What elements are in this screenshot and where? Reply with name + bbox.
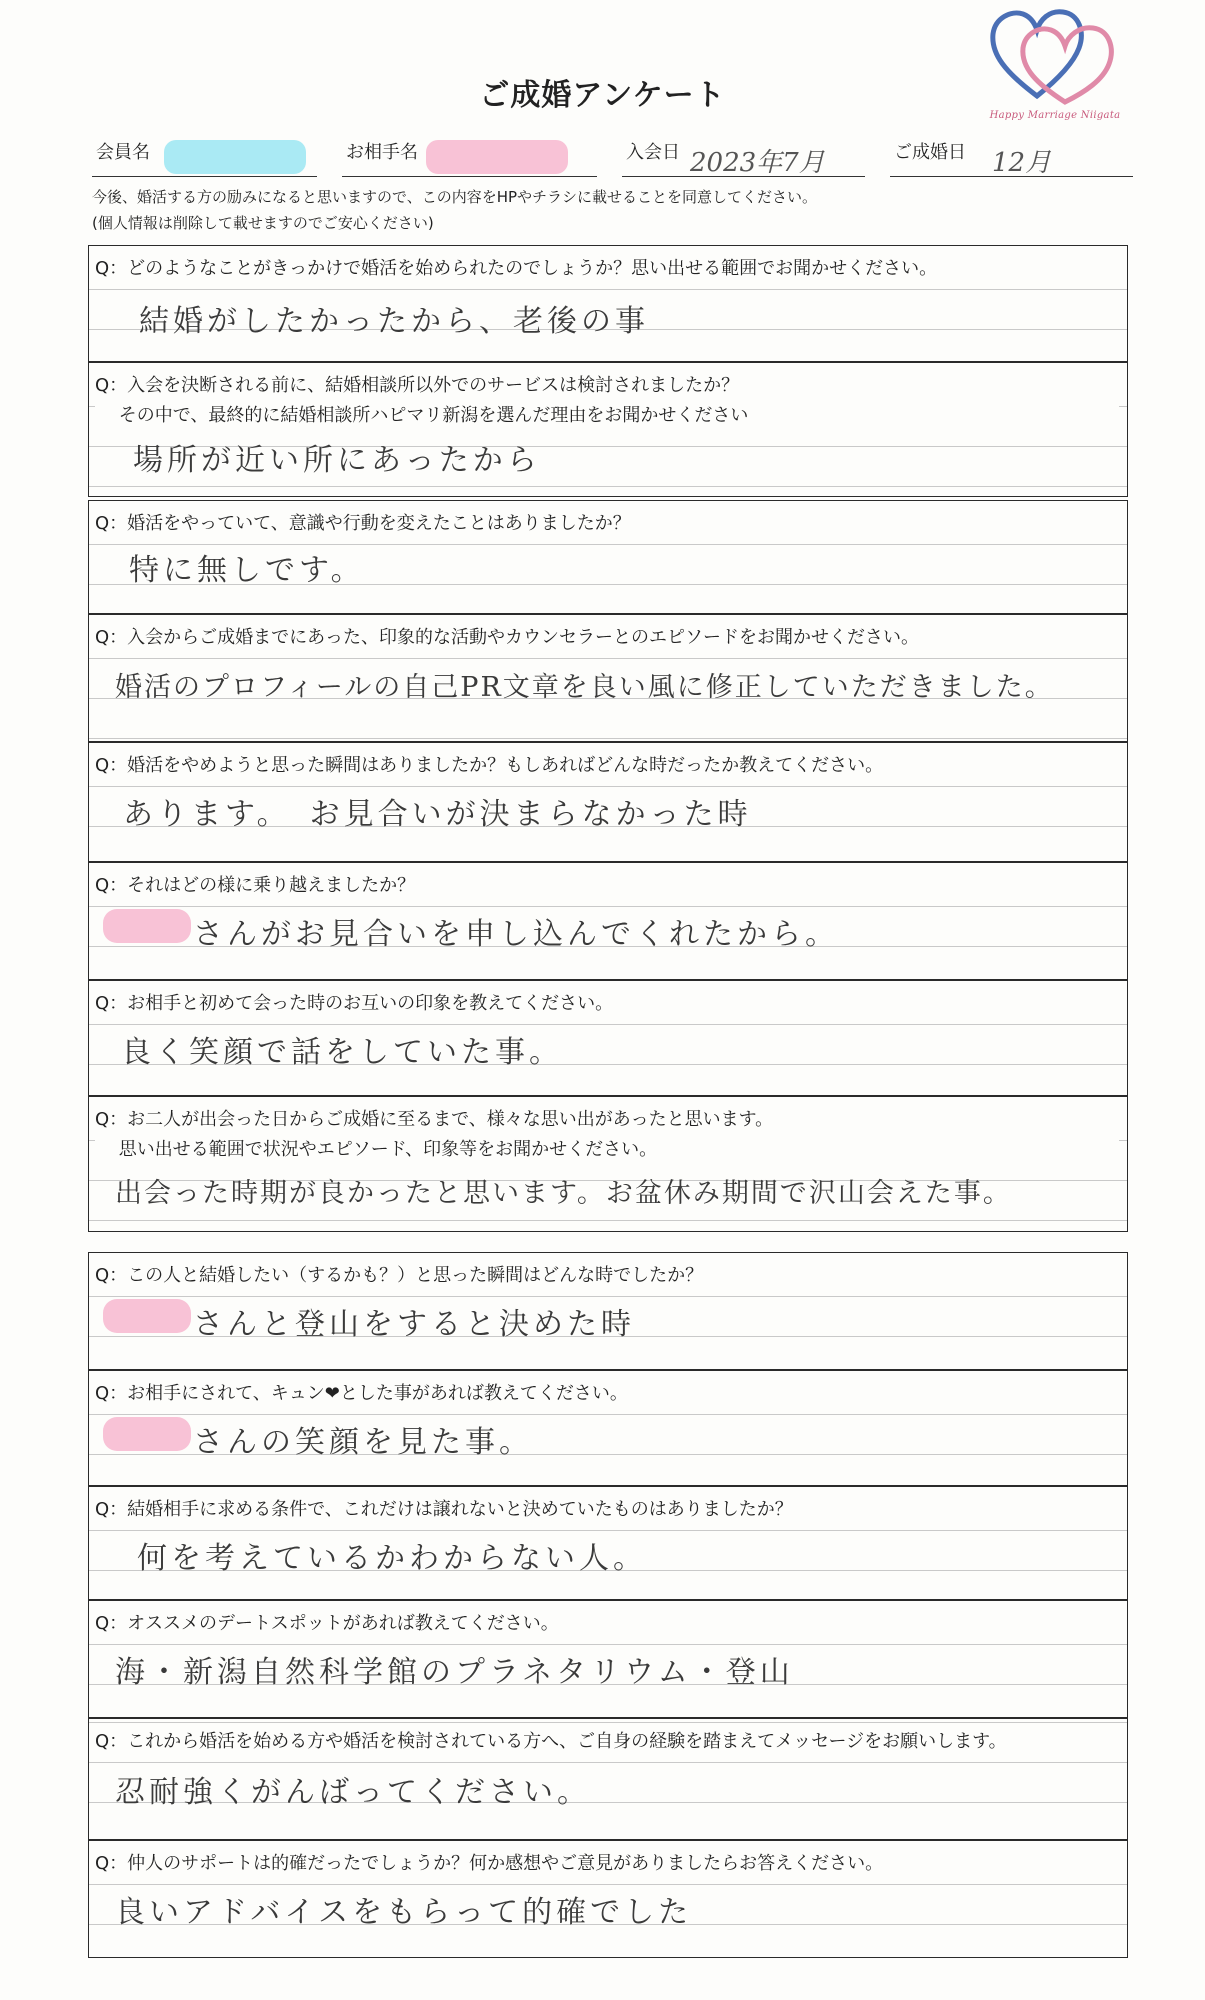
- answer-text: 特に無しです。: [129, 553, 365, 588]
- marriage-date-field: [890, 132, 1133, 177]
- question-text: Q：どのようなことがきっかけで婚活を始められたのでしょうか？思い出せる範囲でお聞かせください。: [95, 254, 1119, 284]
- member-name-field: [92, 132, 317, 177]
- member-name-label: 会員名: [96, 142, 150, 163]
- question-text: Q：これから婚活を始める方や婚活を検討されている方へ、ご自身の経験を踏まえてメッセージをお願いします。: [95, 1727, 1119, 1757]
- question-text: Q：お二人が出会った日からご成婚に至るまで、様々な思い出があったと思います。 思い出せる範囲で状況やエピソード、印象等をお聞かせください。: [95, 1105, 1119, 1165]
- join-date-field: [622, 132, 865, 177]
- question-box-3: [88, 500, 1128, 614]
- question-text: Q：婚活をやめようと思った瞬間はありましたか？もしあればどんな時だったか教えてください。: [95, 751, 1119, 781]
- question-box-4: [88, 614, 1128, 742]
- answer-text: 何を考えているかわからない人。: [137, 1541, 647, 1576]
- marriage-date-value: 12月: [992, 148, 1052, 178]
- answer-text: 良いアドバイスをもらって的確でした: [115, 1895, 693, 1930]
- question-box-5: [88, 742, 1128, 862]
- question-text: Q：この人と結婚したい（するかも？）と思った瞬間はどんな時でしたか？: [95, 1261, 1119, 1291]
- answer-text: さんの笑顔を見た事。: [193, 1425, 533, 1460]
- marriage-date-label: ご成婚日: [894, 142, 966, 163]
- question-box-12: [88, 1600, 1128, 1718]
- question-box-7: [88, 980, 1128, 1096]
- answer-text: 婚活のプロフィールの自己PR文章を良い風に修正していただきました。: [115, 672, 1054, 703]
- redacted-partner-name: [103, 1299, 191, 1333]
- page-title: ご成婚アンケート: [479, 78, 726, 113]
- answer-text: 海・新潟自然科学館のプラネタリウム・登山: [115, 1655, 794, 1690]
- join-date-value: 2023年7月: [690, 148, 825, 178]
- question-text: Q：入会からご成婚までにあった、印象的な活動やカウンセラーとのエピソードをお聞かせください。: [95, 623, 1119, 653]
- question-text: Q：オススメのデートスポットがあれば教えてください。: [95, 1609, 1119, 1639]
- answer-text: 良く笑顔で話をしていた事。: [121, 1035, 563, 1070]
- consent-notice: 今後、婚活する方の励みになると思いますので、この内容をHPやチラシに載せることを同意してください。: [92, 188, 818, 206]
- answer-text: さんがお見合いを申し込んでくれたから。: [193, 917, 839, 952]
- redacted-partner-name: [103, 1417, 191, 1451]
- answer-text: 忍耐強くがんばってください。: [115, 1775, 591, 1810]
- redacted-partner-name: [426, 140, 568, 174]
- question-box-1: [88, 245, 1128, 362]
- redacted-member-name: [164, 140, 306, 174]
- question-text: Q：お相手と初めて会った時のお互いの印象を教えてください。: [95, 989, 1119, 1019]
- question-text: Q：仲人のサポートは的確だったでしょうか？何か感想やご意見がありましたらお答えください。: [95, 1849, 1119, 1879]
- question-text: Q：それはどの様に乗り越えましたか？: [95, 871, 1119, 901]
- question-box-9: [88, 1252, 1128, 1370]
- answer-text: さんと登山をすると決めた時: [193, 1307, 635, 1342]
- answer-text: 場所が近い所にあったから: [133, 443, 541, 478]
- question-text: Q：お相手にされて、キュン❤とした事があれば教えてください。: [95, 1379, 1119, 1409]
- privacy-notice: (個人情報は削除して載せますのでご安心ください): [92, 214, 434, 232]
- question-box-6: [88, 862, 1128, 980]
- answer-text: あります。 お見合いが決まらなかった時: [123, 797, 752, 832]
- question-box-10: [88, 1370, 1128, 1486]
- partner-name-label: お相手名: [346, 142, 418, 163]
- question-text: Q：入会を決断される前に、結婚相談所以外でのサービスは検討されましたか？ その中で、最終的に結婚相談所ハピマリ新潟を選んだ理由をお聞かせください: [95, 371, 1119, 431]
- logo-text: Happy Marriage Niigata: [989, 110, 1121, 121]
- question-text: Q：婚活をやっていて、意識や行動を変えたことはありましたか？: [95, 509, 1119, 539]
- join-date-label: 入会日: [626, 142, 680, 163]
- redacted-partner-name: [103, 909, 191, 943]
- question-box-14: [88, 1840, 1128, 1958]
- answer-text: 結婚がしたかったから、老後の事: [139, 304, 649, 339]
- question-box-8: [88, 1096, 1128, 1232]
- answer-text: 出会った時期が良かったと思います。お盆休み期間で沢山会えた事。: [115, 1178, 1012, 1209]
- question-text: Q：結婚相手に求める条件で、これだけは譲れないと決めていたものはありましたか？: [95, 1495, 1119, 1525]
- question-box-11: [88, 1486, 1128, 1600]
- question-box-2: [88, 362, 1128, 497]
- partner-name-field: [342, 132, 597, 177]
- question-box-13: [88, 1718, 1128, 1840]
